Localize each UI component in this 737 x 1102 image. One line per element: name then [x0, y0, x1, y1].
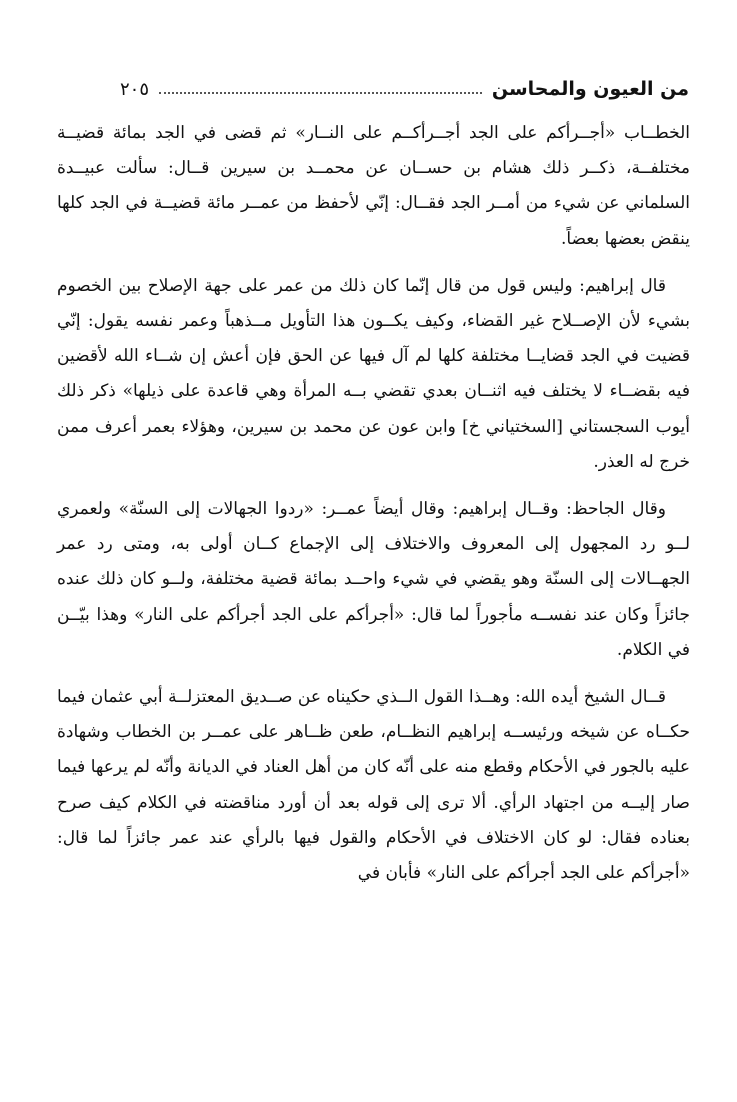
header-dotted-leader [159, 92, 482, 94]
page-number: ٢٠٥ [120, 78, 150, 100]
body-text [57, 116, 690, 903]
paragraph-3: وقال الجاحظ: وقــال إبراهيم: وقال أيضاً عمــر: «ردوا الجهالات إلى السنّة» ولعمري لــو رد المجهول إلى المعروف والاختلاف إلى الإجماع كــان أولى به، ومتى رد عمر الجهــالات إلى السنّة وهو يقضي في شيء واحــد بمائة قضية مختلفة، ولــو كان ذلك عنده جائزاً وكان عند نفســه مأجوراً لما قال: «أجرأكم على الجد أجرأكم على النار» وهذا بيّــن في الكلام. [57, 499, 690, 660]
paragraph-4: قــال الشيخ أيده الله: وهــذا القول الــذي حكيناه عن صــديق المعتزلــة أبي عثمان فيما حكــاه عن شيخه ورئيســه إبراهيم النظــام، طعن ظــاهر على عمــر بن الخطاب وشهادة عليه بالجور في الأحكام وقطع منه على أنّه كان من أهل العناد في الديانة وأنّه لم يرعها فيما صار إليــه من اجتهاد الرأي. ألا ترى إلى قوله بعد أن أورد مناقضته في الكلام كيف صرح بعناده فقال: لو كان الاختلاف في الأحكام والقول فيها بالرأي عند عمر جائزاً لما قال: «أجرأكم على الجد أجرأكم على النار» فأبان في [57, 687, 690, 884]
chapter-title: من العيون والمحاسن [491, 78, 689, 100]
paragraph-2: قال إبراهيم: وليس قول من قال إنّما كان ذلك من عمر على جهة الإصلاح بين الخصوم بشيء لأن الإصــلاح غير القضاء، وكيف يكــون هذا التأويل مــذهباً وعمر نفسه يقول: إنّي قضيت في الجد قضايــا مختلفة كلها لم آل فيها عن الحق فإن أعش إن شــاء الله لأقضين فيه بقضــاء لا يختلف فيه اثنــان بعدي تقضي بــه المرأة وهي قاعدة على ذيلها» ذكر ذلك أيوب السجستاني [السختياني خ] وابن عون عن محمد بن سيرين، وهؤلاء بعمر أعرف ممن خرج له العذر. [57, 275, 690, 472]
running-header [120, 72, 689, 106]
paragraph-1: الخطــاب «أجــرأكم على الجد أجــرأكــم على النــار» ثم قضى في الجد بمائة قضيــة مختلفــة، ذكــر ذلك هشام بن حســان عن محمــد بن سيرين قــال: سألت عبيــدة السلماني عن شيء من أمــر الجد فقــال: إنّي لأحفظ من عمــر مائة قضيــة في الجد كلها ينقض بعضها بعضاً. [57, 123, 690, 249]
